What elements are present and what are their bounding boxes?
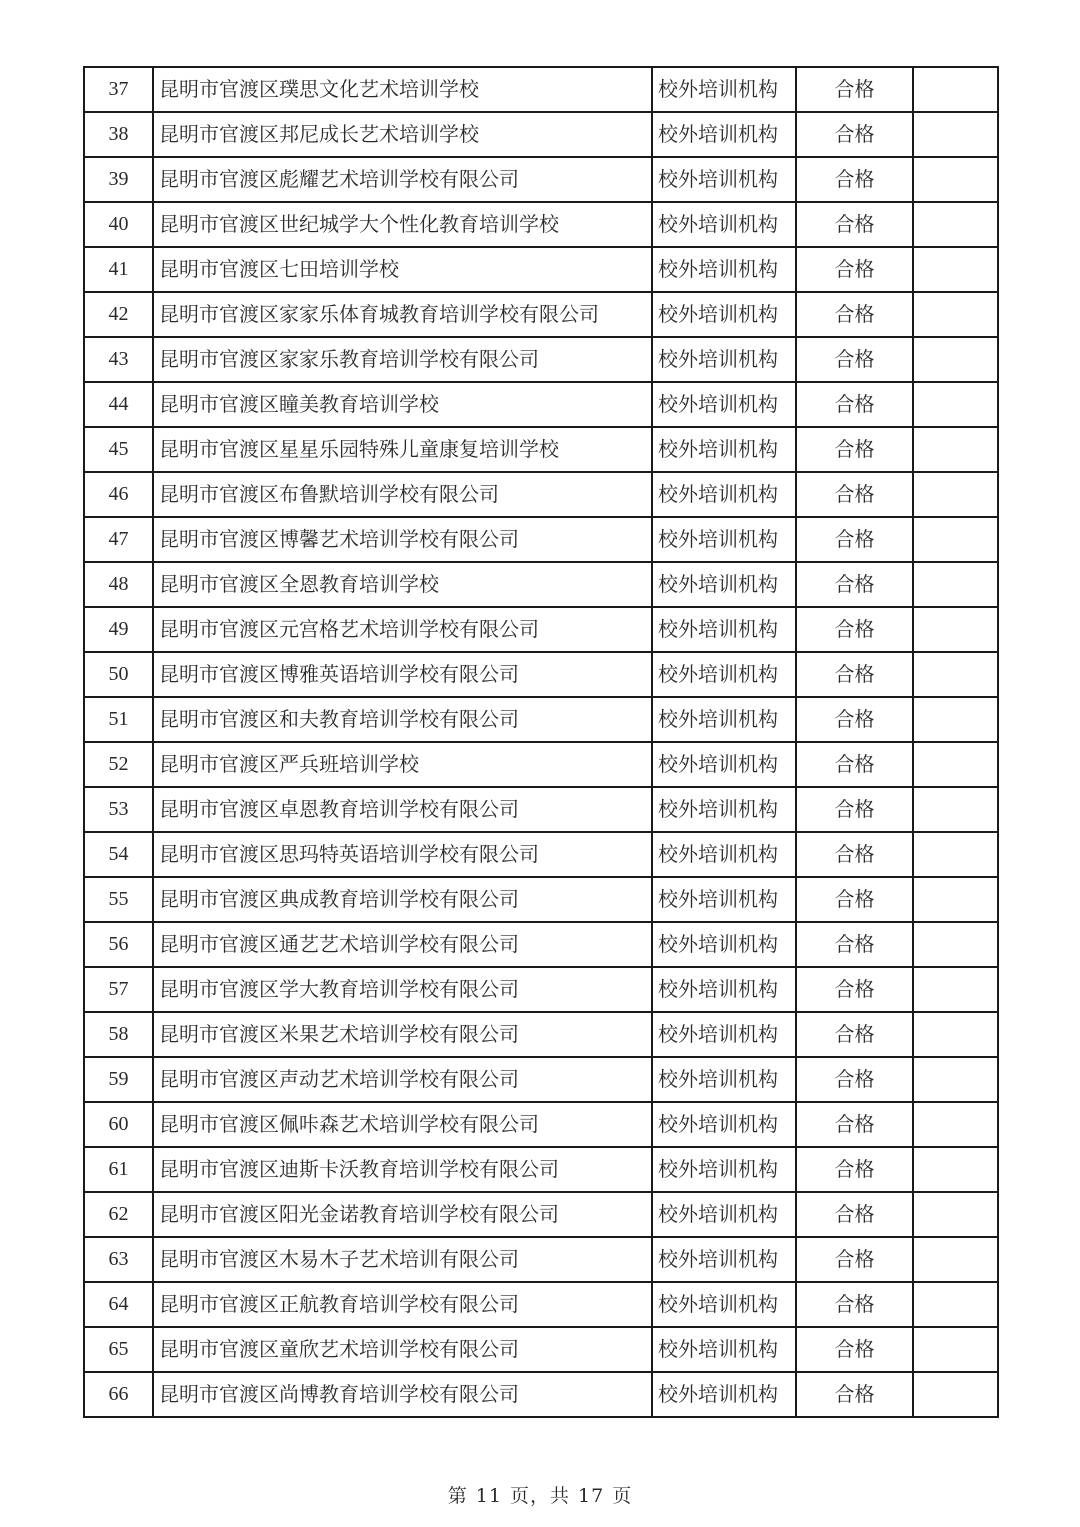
institution-name-cell: 昆明市官渡区卓恩教育培训学校有限公司 bbox=[153, 787, 652, 832]
table-row bbox=[84, 1147, 998, 1192]
institution-type-cell: 校外培训机构 bbox=[652, 517, 796, 562]
row-number-cell: 55 bbox=[84, 877, 153, 922]
institution-type-cell: 校外培训机构 bbox=[652, 382, 796, 427]
row-number-cell: 59 bbox=[84, 1057, 153, 1102]
institution-type-cell: 校外培训机构 bbox=[652, 337, 796, 382]
inspection-result-cell: 合格 bbox=[796, 472, 913, 517]
inspection-result-cell: 合格 bbox=[796, 1282, 913, 1327]
institution-name-cell: 昆明市官渡区邦尼成长艺术培训学校 bbox=[153, 112, 652, 157]
institution-type-cell: 校外培训机构 bbox=[652, 787, 796, 832]
inspection-result-cell: 合格 bbox=[796, 922, 913, 967]
remarks-cell bbox=[913, 742, 998, 787]
inspection-result-cell: 合格 bbox=[796, 562, 913, 607]
inspection-result-cell: 合格 bbox=[796, 652, 913, 697]
table-row bbox=[84, 1372, 998, 1417]
table-row bbox=[84, 1237, 998, 1282]
inspection-result-cell: 合格 bbox=[796, 427, 913, 472]
remarks-cell bbox=[913, 1327, 998, 1372]
remarks-cell bbox=[913, 877, 998, 922]
institution-type-cell: 校外培训机构 bbox=[652, 1237, 796, 1282]
table-row bbox=[84, 427, 998, 472]
remarks-cell bbox=[913, 967, 998, 1012]
row-number-cell: 37 bbox=[84, 67, 153, 112]
inspection-result-cell: 合格 bbox=[796, 967, 913, 1012]
row-number-cell: 41 bbox=[84, 247, 153, 292]
row-number-cell: 51 bbox=[84, 697, 153, 742]
table-row bbox=[84, 67, 998, 112]
remarks-cell bbox=[913, 67, 998, 112]
inspection-result-cell: 合格 bbox=[796, 112, 913, 157]
remarks-cell bbox=[913, 292, 998, 337]
table-body bbox=[84, 67, 998, 1417]
page-footer bbox=[0, 1481, 1080, 1508]
institution-name-cell: 昆明市官渡区严兵班培训学校 bbox=[153, 742, 652, 787]
row-number-cell: 48 bbox=[84, 562, 153, 607]
institution-name-cell: 昆明市官渡区璞思文化艺术培训学校 bbox=[153, 67, 652, 112]
institution-name-cell: 昆明市官渡区七田培训学校 bbox=[153, 247, 652, 292]
inspection-result-cell: 合格 bbox=[796, 1012, 913, 1057]
institution-type-cell: 校外培训机构 bbox=[652, 1327, 796, 1372]
row-number-cell: 50 bbox=[84, 652, 153, 697]
remarks-cell bbox=[913, 787, 998, 832]
table-row bbox=[84, 877, 998, 922]
remarks-cell bbox=[913, 427, 998, 472]
remarks-cell bbox=[913, 1102, 998, 1147]
table-row bbox=[84, 382, 998, 427]
institution-name-cell: 昆明市官渡区博馨艺术培训学校有限公司 bbox=[153, 517, 652, 562]
institution-type-cell: 校外培训机构 bbox=[652, 967, 796, 1012]
institution-name-cell: 昆明市官渡区学大教育培训学校有限公司 bbox=[153, 967, 652, 1012]
institution-name-cell: 昆明市官渡区家家乐教育培训学校有限公司 bbox=[153, 337, 652, 382]
table-row bbox=[84, 1057, 998, 1102]
row-number-cell: 56 bbox=[84, 922, 153, 967]
row-number-cell: 43 bbox=[84, 337, 153, 382]
institution-type-cell: 校外培训机构 bbox=[652, 1282, 796, 1327]
table-row bbox=[84, 1192, 998, 1237]
inspection-result-cell: 合格 bbox=[796, 1057, 913, 1102]
institution-name-cell: 昆明市官渡区迪斯卡沃教育培训学校有限公司 bbox=[153, 1147, 652, 1192]
inspection-result-cell: 合格 bbox=[796, 1237, 913, 1282]
institution-name-cell: 昆明市官渡区彪耀艺术培训学校有限公司 bbox=[153, 157, 652, 202]
remarks-cell bbox=[913, 697, 998, 742]
institution-type-cell: 校外培训机构 bbox=[652, 1147, 796, 1192]
row-number-cell: 65 bbox=[84, 1327, 153, 1372]
inspection-result-cell: 合格 bbox=[796, 517, 913, 562]
row-number-cell: 58 bbox=[84, 1012, 153, 1057]
footer-mid: 页，共 bbox=[509, 1485, 570, 1507]
institution-name-cell: 昆明市官渡区思玛特英语培训学校有限公司 bbox=[153, 832, 652, 877]
inspection-result-cell: 合格 bbox=[796, 202, 913, 247]
table-row bbox=[84, 1327, 998, 1372]
remarks-cell bbox=[913, 1372, 998, 1417]
table-row bbox=[84, 652, 998, 697]
inspection-result-cell: 合格 bbox=[796, 1147, 913, 1192]
institution-type-cell: 校外培训机构 bbox=[652, 157, 796, 202]
row-number-cell: 54 bbox=[84, 832, 153, 877]
inspection-result-cell: 合格 bbox=[796, 1192, 913, 1237]
remarks-cell bbox=[913, 202, 998, 247]
table-row bbox=[84, 922, 998, 967]
institution-type-cell: 校外培训机构 bbox=[652, 67, 796, 112]
row-number-cell: 62 bbox=[84, 1192, 153, 1237]
row-number-cell: 61 bbox=[84, 1147, 153, 1192]
institution-type-cell: 校外培训机构 bbox=[652, 1192, 796, 1237]
table-row bbox=[84, 697, 998, 742]
remarks-cell bbox=[913, 1192, 998, 1237]
institution-name-cell: 昆明市官渡区博雅英语培训学校有限公司 bbox=[153, 652, 652, 697]
table-row bbox=[84, 517, 998, 562]
remarks-cell bbox=[913, 517, 998, 562]
institution-name-cell: 昆明市官渡区世纪城学大个性化教育培训学校 bbox=[153, 202, 652, 247]
table-row bbox=[84, 202, 998, 247]
institution-name-cell: 昆明市官渡区童欣艺术培训学校有限公司 bbox=[153, 1327, 652, 1372]
institution-name-cell: 昆明市官渡区星星乐园特殊儿童康复培训学校 bbox=[153, 427, 652, 472]
remarks-cell bbox=[913, 1012, 998, 1057]
row-number-cell: 60 bbox=[84, 1102, 153, 1147]
row-number-cell: 45 bbox=[84, 427, 153, 472]
remarks-cell bbox=[913, 607, 998, 652]
table-row bbox=[84, 607, 998, 652]
inspection-result-cell: 合格 bbox=[796, 1327, 913, 1372]
inspection-result-cell: 合格 bbox=[796, 337, 913, 382]
institution-name-cell: 昆明市官渡区木易木子艺术培训有限公司 bbox=[153, 1237, 652, 1282]
remarks-cell bbox=[913, 112, 998, 157]
institution-type-cell: 校外培训机构 bbox=[652, 697, 796, 742]
inspection-result-cell: 合格 bbox=[796, 247, 913, 292]
institution-name-cell: 昆明市官渡区米果艺术培训学校有限公司 bbox=[153, 1012, 652, 1057]
institution-type-cell: 校外培训机构 bbox=[652, 202, 796, 247]
inspection-result-cell: 合格 bbox=[796, 1102, 913, 1147]
institution-type-cell: 校外培训机构 bbox=[652, 247, 796, 292]
institution-type-cell: 校外培训机构 bbox=[652, 832, 796, 877]
inspection-result-cell: 合格 bbox=[796, 382, 913, 427]
inspection-result-cell: 合格 bbox=[796, 742, 913, 787]
institution-name-cell: 昆明市官渡区阳光金诺教育培训学校有限公司 bbox=[153, 1192, 652, 1237]
row-number-cell: 46 bbox=[84, 472, 153, 517]
institution-type-cell: 校外培训机构 bbox=[652, 742, 796, 787]
inspection-result-cell: 合格 bbox=[796, 1372, 913, 1417]
institution-name-cell: 昆明市官渡区通艺艺术培训学校有限公司 bbox=[153, 922, 652, 967]
footer-suffix: 页 bbox=[612, 1485, 633, 1507]
table-row bbox=[84, 1012, 998, 1057]
institution-type-cell: 校外培训机构 bbox=[652, 1057, 796, 1102]
institution-type-cell: 校外培训机构 bbox=[652, 1012, 796, 1057]
institution-name-cell: 昆明市官渡区元宫格艺术培训学校有限公司 bbox=[153, 607, 652, 652]
remarks-cell bbox=[913, 1057, 998, 1102]
inspection-result-cell: 合格 bbox=[796, 877, 913, 922]
institution-name-cell: 昆明市官渡区尚博教育培训学校有限公司 bbox=[153, 1372, 652, 1417]
remarks-cell bbox=[913, 1282, 998, 1327]
row-number-cell: 63 bbox=[84, 1237, 153, 1282]
row-number-cell: 44 bbox=[84, 382, 153, 427]
table-row bbox=[84, 157, 998, 202]
row-number-cell: 47 bbox=[84, 517, 153, 562]
inspection-result-cell: 合格 bbox=[796, 67, 913, 112]
remarks-cell bbox=[913, 1237, 998, 1282]
table-row bbox=[84, 742, 998, 787]
institution-name-cell: 昆明市官渡区声动艺术培训学校有限公司 bbox=[153, 1057, 652, 1102]
inspection-result-cell: 合格 bbox=[796, 832, 913, 877]
remarks-cell bbox=[913, 472, 998, 517]
table-row bbox=[84, 292, 998, 337]
table-row bbox=[84, 1282, 998, 1327]
institution-name-cell: 昆明市官渡区和夫教育培训学校有限公司 bbox=[153, 697, 652, 742]
row-number-cell: 39 bbox=[84, 157, 153, 202]
remarks-cell bbox=[913, 922, 998, 967]
row-number-cell: 64 bbox=[84, 1282, 153, 1327]
institution-type-cell: 校外培训机构 bbox=[652, 472, 796, 517]
row-number-cell: 57 bbox=[84, 967, 153, 1012]
table-row bbox=[84, 247, 998, 292]
institution-type-cell: 校外培训机构 bbox=[652, 652, 796, 697]
table-row bbox=[84, 787, 998, 832]
institution-type-cell: 校外培训机构 bbox=[652, 1102, 796, 1147]
footer-prefix: 第 bbox=[447, 1485, 468, 1507]
institution-name-cell: 昆明市官渡区家家乐体育城教育培训学校有限公司 bbox=[153, 292, 652, 337]
total-pages-number: 17 bbox=[578, 1485, 605, 1507]
row-number-cell: 49 bbox=[84, 607, 153, 652]
institution-name-cell: 昆明市官渡区佩咔森艺术培训学校有限公司 bbox=[153, 1102, 652, 1147]
table-row bbox=[84, 1102, 998, 1147]
institution-type-cell: 校外培训机构 bbox=[652, 112, 796, 157]
institution-type-cell: 校外培训机构 bbox=[652, 427, 796, 472]
institution-name-cell: 昆明市官渡区布鲁默培训学校有限公司 bbox=[153, 472, 652, 517]
institution-type-cell: 校外培训机构 bbox=[652, 922, 796, 967]
inspection-result-cell: 合格 bbox=[796, 787, 913, 832]
row-number-cell: 40 bbox=[84, 202, 153, 247]
remarks-cell bbox=[913, 832, 998, 877]
table-row bbox=[84, 832, 998, 877]
remarks-cell bbox=[913, 652, 998, 697]
remarks-cell bbox=[913, 562, 998, 607]
institution-type-cell: 校外培训机构 bbox=[652, 292, 796, 337]
table-row bbox=[84, 337, 998, 382]
institution-type-cell: 校外培训机构 bbox=[652, 607, 796, 652]
table-row bbox=[84, 562, 998, 607]
institution-type-cell: 校外培训机构 bbox=[652, 562, 796, 607]
row-number-cell: 38 bbox=[84, 112, 153, 157]
institution-name-cell: 昆明市官渡区瞳美教育培训学校 bbox=[153, 382, 652, 427]
institution-name-cell: 昆明市官渡区全恩教育培训学校 bbox=[153, 562, 652, 607]
remarks-cell bbox=[913, 247, 998, 292]
row-number-cell: 52 bbox=[84, 742, 153, 787]
row-number-cell: 53 bbox=[84, 787, 153, 832]
table-row bbox=[84, 472, 998, 517]
remarks-cell bbox=[913, 337, 998, 382]
institution-table bbox=[83, 66, 999, 1418]
current-page-number: 11 bbox=[475, 1485, 502, 1507]
row-number-cell: 66 bbox=[84, 1372, 153, 1417]
inspection-result-cell: 合格 bbox=[796, 697, 913, 742]
inspection-result-cell: 合格 bbox=[796, 157, 913, 202]
inspection-result-cell: 合格 bbox=[796, 292, 913, 337]
remarks-cell bbox=[913, 382, 998, 427]
remarks-cell bbox=[913, 157, 998, 202]
institution-name-cell: 昆明市官渡区正航教育培训学校有限公司 bbox=[153, 1282, 652, 1327]
institution-type-cell: 校外培训机构 bbox=[652, 1372, 796, 1417]
remarks-cell bbox=[913, 1147, 998, 1192]
table-row bbox=[84, 112, 998, 157]
institution-name-cell: 昆明市官渡区典成教育培训学校有限公司 bbox=[153, 877, 652, 922]
institution-type-cell: 校外培训机构 bbox=[652, 877, 796, 922]
table-row bbox=[84, 967, 998, 1012]
inspection-result-cell: 合格 bbox=[796, 607, 913, 652]
row-number-cell: 42 bbox=[84, 292, 153, 337]
